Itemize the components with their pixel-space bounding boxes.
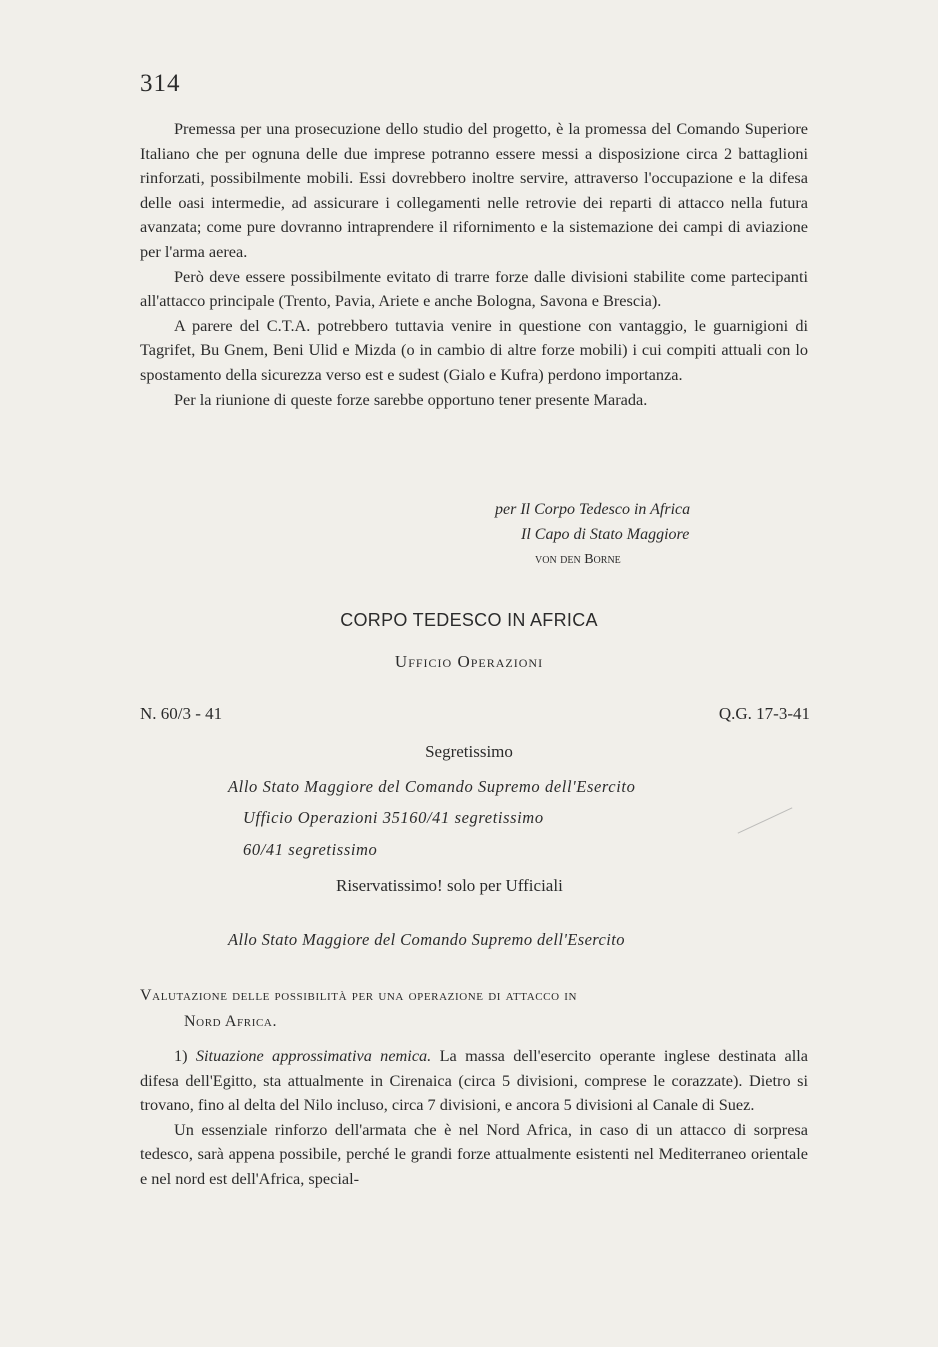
office-heading: Ufficio Operazioni <box>394 652 544 671</box>
signature-name: von den Borne <box>535 552 621 567</box>
section-paragraph-2: Un essenziale rinforzo dell'armata che è nel Nord Africa, in caso di un attacco di sorpresa tedesco, sarà appena possibile, perché le grandi forze attualmente esistenti nel Mediterraneo orientale e nel nord est dell'Africa, special- <box>140 1119 808 1188</box>
address-line-2: Ufficio Operazioni 35160/41 segretissimo <box>243 808 544 827</box>
paragraph: Però deve essere possibilmente evitato di trarre forze dalle divisioni stabilite come partecipanti all'attacco principale (Trento, Pavia, Ariete e anche Bologna, Savona e Brescia). <box>140 266 808 311</box>
paragraph: Per la riunione di queste forze sarebbe opportuno tener presente Marada. <box>174 389 648 409</box>
classification-label: Segretissimo <box>425 742 513 761</box>
intro-text <box>140 117 808 412</box>
section-text <box>140 1044 808 1192</box>
signature-line-2: Il Capo di Stato Maggiore <box>521 526 690 543</box>
item-title: Situazione approssimativa nemica. <box>195 1046 432 1065</box>
section-paragraph-1 <box>140 1044 808 1118</box>
item-text: La massa dell'esercito operante inglese destinata alla difesa dell'Egitto, sta attualmente in Cirenaica (circa 5 divisioni, comprese le corazzate). Dietro si trovano, fino al delta del Nilo incluso, circa 7 divisioni, e ancora 5 divisioni al Canale di Suez. <box>140 1046 808 1115</box>
section-title-line-1: Valutazione delle possibilità per una operazione di attacco in <box>140 987 578 1004</box>
address-line-3: 60/41 segretissimo <box>243 840 378 859</box>
address-line-1: Allo Stato Maggiore del Comando Supremo dell'Esercito <box>228 777 636 796</box>
restriction-note: Riservatissimo! solo per Ufficiali <box>336 876 563 895</box>
pen-mark <box>738 807 793 833</box>
section-title-line-2: Nord Africa. <box>184 1013 278 1030</box>
reference-date: Q.G. 17-3-41 <box>718 704 810 723</box>
reference-number: N. 60/3 - 41 <box>140 704 223 723</box>
item-number: 1) <box>174 1046 188 1065</box>
signature-line-1: per Il Corpo Tedesco in Africa <box>495 501 691 518</box>
corps-heading: CORPO TEDESCO IN AFRICA <box>340 610 598 630</box>
address-repeat: Allo Stato Maggiore del Comando Supremo dell'Esercito <box>228 930 625 949</box>
paragraph: A parere del C.T.A. potrebbero tuttavia venire in questione con vantaggio, le guarnigioni di Tagrifet, Bu Gnem, Beni Ulid e Mizda (o in cambio di altre forze mobili) i cui compiti attuali con lo spostamento della sicurezza verso est e sudest (Gialo e Kufra) perdono importanza. <box>140 315 808 384</box>
paragraph: Premessa per una prosecuzione dello studio del progetto, è la promessa del Comando Superiore Italiano che per ognuna delle due imprese potranno essere messi a disposizione circa 2 battaglioni rinforzati, possibilmente mobili. Essi dovrebbero inoltre servire, attraverso l'occupazione e la difesa delle oasi intermedie, ad assicurare i collegamenti nelle retrovie dei reparti di attacco nella futura avanzata; come pure dovranno intraprendere il rifornimento e la sistemazione dei campi di aviazione per l'arma aerea. <box>140 119 808 261</box>
signature-block <box>495 497 690 572</box>
section-title <box>140 983 812 1035</box>
page-number: 314 <box>140 70 181 97</box>
